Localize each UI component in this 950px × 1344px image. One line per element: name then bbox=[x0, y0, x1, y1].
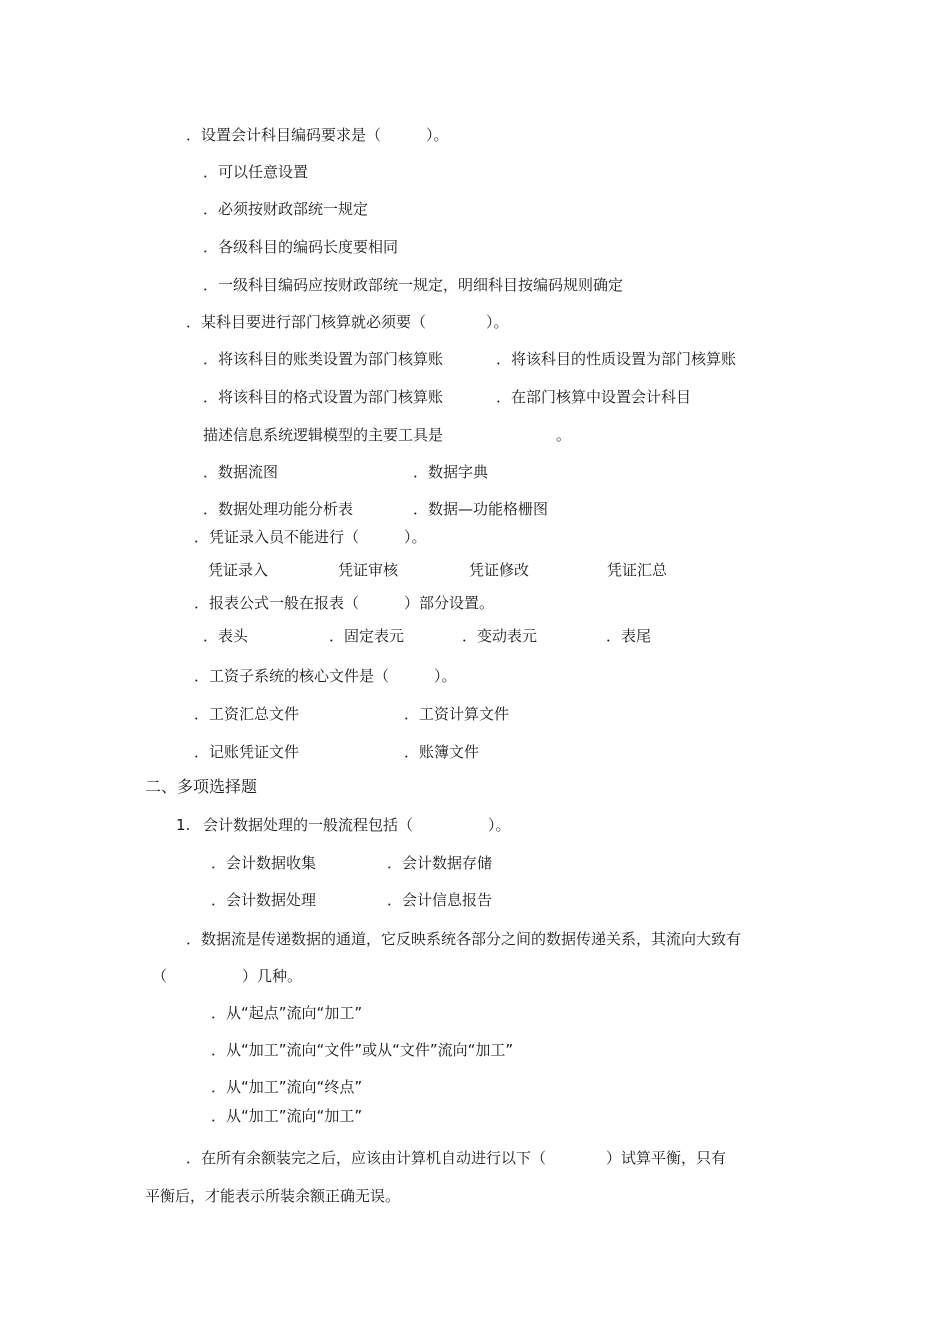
question-stem: ．设置会计科目编码要求是（ ）。 bbox=[186, 126, 449, 144]
question-stem: ．某科目要进行部门核算就必须要（ ）。 bbox=[186, 313, 509, 331]
option-c: ．将该科目的格式设置为部门核算账 bbox=[203, 388, 444, 406]
section-heading: 二、多项选择题 bbox=[145, 777, 258, 796]
question-stem: ．数据流是传递数据的通道，它反映系统各部分之间的数据传递关系，其流向大致有 bbox=[186, 930, 742, 948]
option-a: ．会计数据收集 bbox=[211, 854, 317, 872]
option-b: ．固定表元 bbox=[329, 627, 405, 645]
option-c: ．各级科目的编码长度要相同 bbox=[203, 238, 399, 256]
option-c: 凭证修改 bbox=[469, 561, 530, 579]
question-stem: ．工资子系统的核心文件是（ ）。 bbox=[194, 667, 457, 685]
option-d: ．账簿文件 bbox=[404, 743, 480, 761]
option-d: ．在部门核算中设置会计科目 bbox=[496, 388, 692, 406]
question-stem: ．凭证录入员不能进行（ ）。 bbox=[194, 528, 427, 546]
option-d: 凭证汇总 bbox=[607, 561, 668, 579]
option-b: 凭证审核 bbox=[338, 561, 399, 579]
option-a: ．数据流图 bbox=[203, 463, 279, 481]
option-c: ．会计数据处理 bbox=[211, 891, 317, 909]
option-a: ．工资汇总文件 bbox=[194, 705, 300, 723]
option-a: ．可以任意设置 bbox=[203, 163, 309, 181]
option-d: ．一级科目编码应按财政部统一规定，明细科目按编码规则确定 bbox=[203, 276, 624, 294]
question-stem-cont: 平衡后，才能表示所装余额正确无误。 bbox=[145, 1187, 401, 1205]
option-b: ．工资计算文件 bbox=[404, 705, 510, 723]
option-b: ．数据字典 bbox=[413, 463, 489, 481]
question-number: 1. bbox=[176, 816, 191, 834]
option-a: ．从“起点”流向“加工” bbox=[211, 1004, 363, 1022]
option-c: ．从“加工”流向“终点” bbox=[211, 1078, 363, 1096]
option-b: ．从“加工”流向“文件”或从“文件”流向“加工” bbox=[211, 1041, 514, 1059]
option-c: ．记账凭证文件 bbox=[194, 743, 300, 761]
option-a: ．表头 bbox=[203, 627, 249, 645]
option-d: ．从“加工”流向“加工” bbox=[211, 1107, 363, 1125]
question-stem-cont: （ ）几种。 bbox=[152, 967, 303, 985]
option-a: 凭证录入 bbox=[208, 561, 269, 579]
option-b: ．会计数据存储 bbox=[387, 854, 493, 872]
option-b: ．必须按财政部统一规定 bbox=[203, 200, 369, 218]
option-d: ．表尾 bbox=[606, 627, 652, 645]
question-stem: 描述信息系统逻辑模型的主要工具是 bbox=[203, 426, 444, 444]
question-stem: ．在所有余额装完之后，应该由计算机自动进行以下（ ）试算平衡，只有 bbox=[186, 1149, 727, 1167]
question-stem: 会计数据处理的一般流程包括（ ）。 bbox=[203, 816, 511, 834]
question-stem: ．报表公式一般在报表（ ）部分设置。 bbox=[194, 594, 495, 612]
question-stem-end: 。 bbox=[556, 426, 572, 444]
option-c: ．数据处理功能分析表 bbox=[203, 500, 354, 518]
option-c: ．变动表元 bbox=[462, 627, 538, 645]
option-d: ．会计信息报告 bbox=[387, 891, 493, 909]
option-a: ．将该科目的账类设置为部门核算账 bbox=[203, 350, 444, 368]
option-b: ．将该科目的性质设置为部门核算账 bbox=[496, 350, 737, 368]
option-d: ．数据—功能格栅图 bbox=[413, 500, 549, 518]
